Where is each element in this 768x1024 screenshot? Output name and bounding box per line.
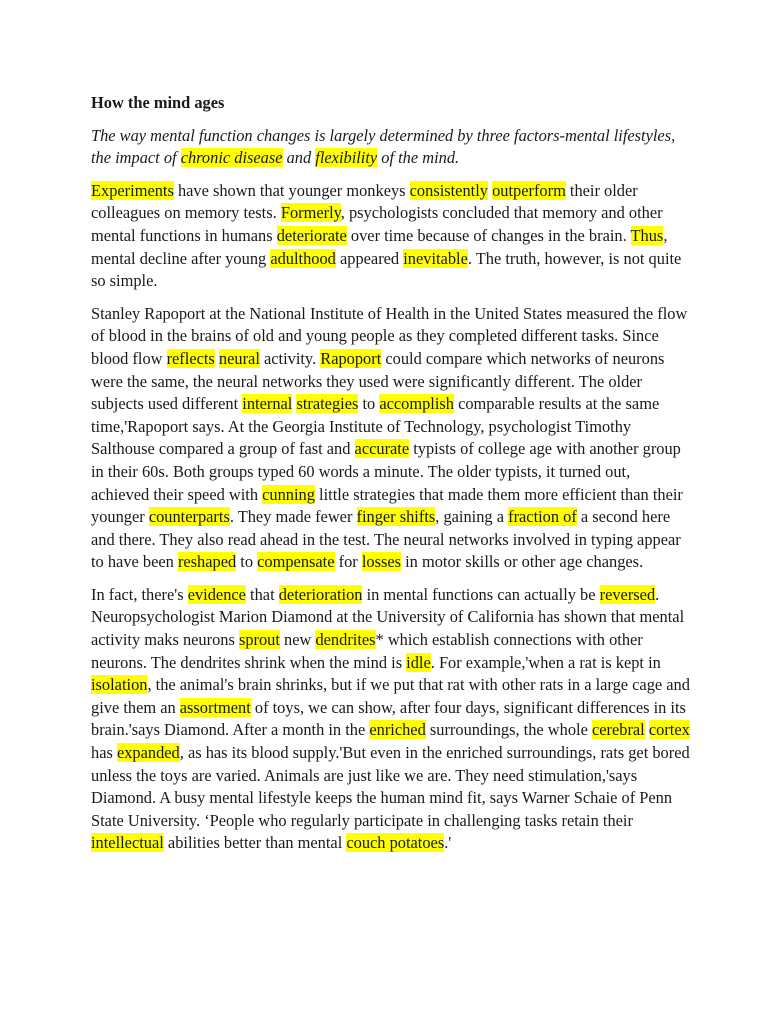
highlighted-term: deteriorate	[276, 225, 347, 245]
text-run: , gaining a	[435, 507, 509, 527]
highlighted-term: enriched	[369, 720, 426, 740]
document-page	[91, 92, 691, 865]
text-run: new	[279, 630, 316, 650]
text-run: . They made fewer	[229, 507, 357, 527]
highlighted-term: dendrites	[315, 630, 376, 650]
highlighted-term: finger shifts	[356, 507, 436, 527]
highlighted-term: compensate	[257, 552, 335, 572]
text-run: and	[282, 148, 316, 168]
text-run: has	[91, 743, 117, 763]
text-run: , mental decline after young	[91, 225, 668, 268]
text-run: . For example,'when a rat is kept in	[430, 652, 661, 672]
paragraph-3	[91, 584, 691, 855]
text-run: their older colleagues on memory tests.	[91, 180, 638, 223]
highlighted-term: flexibility	[315, 148, 378, 168]
highlighted-term: cunning	[262, 484, 315, 504]
text-run: In fact, there's	[91, 584, 188, 604]
text-run: a second here and there. They also read ahead in the test. The neural networks involved in typing appear to have been	[91, 507, 681, 572]
paragraph-2	[91, 303, 691, 574]
text-run: , the animal's brain shrinks, but if we put that rat with other rats in a large cage and give them an	[91, 675, 690, 717]
text-run: , as has its blood supply.'But even in the enriched surroundings, rats get bored unless the toys are varied. Animals are just like we are. They need stimulation,'says Diamond. A busy mental lifestyle keeps the human mind fit, says Warner Schaie of Penn State University. ‘People who regularly participate in challenging tasks retain their	[91, 743, 690, 830]
highlighted-term: consistently	[409, 180, 488, 200]
highlighted-term: internal	[242, 394, 293, 414]
highlighted-term: evidence	[187, 584, 246, 604]
text-run: of toys, we can show, after four days, significant differences in its brain.'says Diamond. After a month in the	[91, 697, 686, 740]
text-run: typists of college age with another group in their 60s. Both groups typed 60 words a minute. The older typists, it turned out, achieved their speed with	[91, 439, 681, 504]
text-run: activity.	[259, 348, 321, 368]
highlighted-term: deterioration	[278, 584, 363, 604]
text-run: little strategies that made them more efficient than their younger	[91, 484, 683, 527]
highlighted-term: reversed	[599, 584, 656, 604]
highlighted-term: intellectual	[91, 833, 164, 853]
text-run: to	[236, 552, 258, 572]
highlighted-term: reshaped	[177, 552, 237, 572]
highlighted-term: Rapoport	[320, 348, 382, 368]
highlighted-term: assortment	[179, 697, 251, 717]
paragraph-1	[91, 180, 691, 293]
text-run: to	[358, 394, 380, 414]
text-run: The way mental function changes is largely determined by three factors-mental lifestyles, the impact of	[91, 125, 676, 168]
highlighted-term: inevitable	[403, 248, 468, 268]
text-run: comparable results at the same time,'Rapoport says. At the Georgia Institute of Technology, psychologist Timothy Salthouse compared a group of fast and	[91, 394, 660, 459]
highlighted-term: neural	[218, 348, 260, 368]
highlighted-term: chronic disease	[180, 148, 283, 168]
highlighted-term: outperform	[492, 180, 566, 200]
highlighted-term: idle	[406, 652, 431, 672]
text-run: over time because of changes in the brain.	[346, 225, 631, 245]
document-subtitle	[91, 125, 691, 170]
highlighted-term: strategies	[296, 394, 359, 414]
highlighted-term: Formerly	[280, 203, 341, 223]
text-run: . The truth, however, is not quite so simple.	[91, 248, 682, 291]
highlighted-term: expanded	[116, 743, 180, 763]
text-run: of the mind.	[377, 148, 460, 168]
highlighted-term: isolation	[91, 675, 148, 695]
text-run: * which establish connections with other neurons. The dendrites shrink when the mind is	[91, 630, 643, 672]
text-run: have shown that younger monkeys	[173, 180, 410, 200]
document-title: How the mind ages	[91, 93, 225, 112]
text-run: that	[245, 584, 279, 604]
highlighted-term: Experiments	[91, 180, 174, 200]
highlighted-term: sprout	[238, 630, 280, 650]
highlighted-term: reflects	[166, 348, 215, 368]
highlighted-term: Thus	[630, 225, 664, 245]
highlighted-term: losses	[361, 552, 401, 572]
highlighted-term: couch potatoes	[346, 833, 445, 853]
text-run: .'	[444, 833, 452, 853]
text-run: could compare which networks of neurons were the same, the neural networks they used were significantly different. The older subjects used different	[91, 348, 665, 414]
highlighted-term: adulthood	[270, 248, 336, 268]
text-run: Stanley Rapoport at the National Institute of Health in the United States measured the flow of blood in the brains of old and young people as they completed different tasks. Since blood flow	[91, 303, 688, 368]
text-run: . Neuropsychologist Marion Diamond at the University of California has shown that mental activity maks neurons	[91, 584, 685, 650]
highlighted-term: cortex	[648, 720, 690, 740]
highlighted-term: counterparts	[148, 507, 230, 527]
text-run: , psychologists concluded that memory and other mental functions in humans	[91, 203, 663, 245]
text-run: in motor skills or other age changes.	[401, 552, 644, 572]
text-run: for	[334, 552, 362, 572]
text-run: abilities better than mental	[163, 833, 347, 853]
highlighted-term: fraction of	[508, 507, 577, 527]
text-run: surroundings, the whole	[425, 720, 592, 740]
highlighted-term: accurate	[354, 439, 410, 459]
highlighted-term: accomplish	[379, 394, 454, 414]
highlighted-term: cerebral	[591, 720, 645, 740]
text-run: appeared	[335, 248, 404, 268]
text-run: in mental functions can actually be	[362, 584, 600, 604]
